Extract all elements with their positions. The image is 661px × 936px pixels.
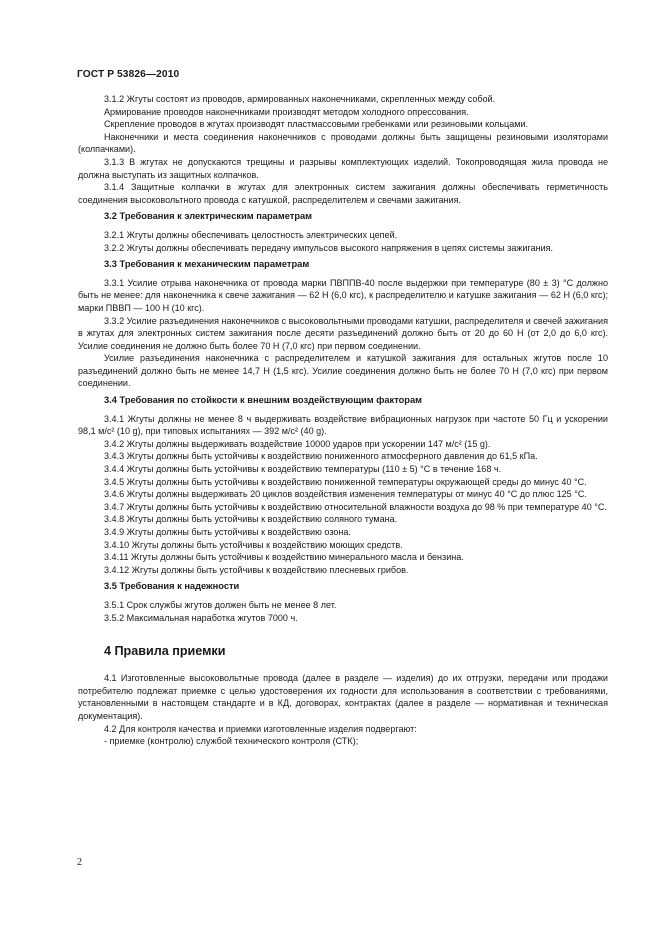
chapter-heading: 4 Правила приемки bbox=[104, 644, 226, 659]
document-header: ГОСТ Р 53826—2010 bbox=[77, 69, 180, 80]
paragraph: 3.5.1 Срок службы жгутов должен быть не менее 8 лет. bbox=[104, 599, 337, 610]
paragraph: 3.4.3 Жгуты должны быть устойчивы к воздействию пониженного атмосферного давления до 61,5 кПа. bbox=[104, 451, 538, 462]
section-heading: 3.2 Требования к электрическим параметрам bbox=[104, 211, 313, 222]
paragraph: 3.4.4 Жгуты должны быть устойчивы к воздействию температуры (110 ± 5) °С в течение 168 ч. bbox=[104, 464, 502, 475]
paragraph: 3.1.3 В жгутах не допускаются трещины и разрывы комплектующих изделий. Токопроводящая жила провода не должна выступать из защитных колпачков. bbox=[78, 156, 608, 180]
paragraph: Наконечники и места соединения наконечников с проводами должны быть защищены резиновыми изоляторами (колпачками). bbox=[78, 131, 608, 155]
paragraph: 3.5.2 Максимальная наработка жгутов 7000 ч. bbox=[104, 612, 298, 623]
section-heading: 3.4 Требования по стойкости к внешним воздействующим факторам bbox=[104, 395, 423, 406]
section-heading: 3.3 Требования к механическим параметрам bbox=[104, 259, 310, 270]
paragraph: 3.1.4 Защитные колпачки в жгутах для электронных систем зажигания должны обеспечивать герметичность соединения высоковольтного провода с катушкой, распределителем и свечами зажигания. bbox=[78, 182, 608, 205]
paragraph: 3.4.6 Жгуты должны выдерживать 20 циклов воздействия изменения температуры от минус 40 °С до плюс 125 °С. bbox=[104, 489, 587, 500]
paragraph: 3.4.10 Жгуты должны быть устойчивы к воздействию моющих средств. bbox=[104, 539, 403, 550]
paragraph: 3.4.11 Жгуты должны быть устойчивы к воздействию минерального масла и бензина. bbox=[104, 552, 464, 563]
paragraph: 4.2 Для контроля качества и приемки изготовленные изделия подвергают: bbox=[104, 723, 417, 734]
paragraph: 3.4.2 Жгуты должны выдерживать воздействие 10000 ударов при ускорении 147 м/с² (15 g). bbox=[104, 438, 491, 449]
paragraph: Армирование проводов наконечниками производят методом холодного опрессования. bbox=[104, 106, 469, 117]
document-body bbox=[78, 93, 608, 748]
paragraph: 3.4.12 Жгуты должны быть устойчивы к воздействию плесневых грибов. bbox=[104, 564, 409, 575]
paragraph: 3.3.2 Усилие разъединения наконечников с высоковольтными проводами катушки, распределителя и свечей зажигания в жгутах для электронных систем зажигания после десяти разъединений должно быть от 20 до 60 Н (от 2,0 до 6,0 кгс). Усилие соединения не должно быть более 70 Н (7,0 кгс) при первом соединении. bbox=[78, 315, 608, 351]
paragraph: 3.4.9 Жгуты должны быть устойчивы к воздействию озона. bbox=[104, 527, 351, 537]
page-number: 2 bbox=[77, 857, 82, 868]
paragraph: 3.4.8 Жгуты должны быть устойчивы к воздействию соляного тумана. bbox=[104, 514, 398, 525]
paragraph: Усилие разъединения наконечника с распределителем и катушкой зажигания для остальных жгутов после 10 разъединений должно быть не менее 14,7 Н (1,5 кгс). Усилие соединения должно быть не более 70 Н (7,0 кгс) при первом соединении. bbox=[78, 353, 608, 389]
paragraph: - приемке (контролю) службой технического контроля (СТК); bbox=[104, 736, 359, 747]
section-heading: 3.5 Требования к надежности bbox=[104, 581, 240, 592]
paragraph: 3.4.7 Жгуты должны быть устойчивы к воздействию относительной влажности воздуха до 98 % при температуре 40 °С. bbox=[104, 501, 607, 512]
paragraph: Скрепление проводов в жгутах производят пластмассовыми гребенками или резиновыми кольцами. bbox=[104, 119, 529, 130]
paragraph: 3.3.1 Усилие отрыва наконечника от провода марки ПВППВ-40 после выдержки при температуре (80 ± 3) °С должно быть не менее: для наконечника к свече зажигания — 62 Н (6,0 кгс), к распределителю и катушке зажигания — 62 Н (6,0 кгс); марки ПВВП — 100 Н (10 кгс). bbox=[78, 277, 608, 313]
paragraph: 4.1 Изготовленные высоковольтные провода (далее в разделе — изделия) до их отгрузки, передачи или продажи потребителю подлежат приемке с целью удостоверения их годности для использования в соответствии с требованиями, установленными в настоящем стандарте и в КД, договорах, контрактах (далее в разделе — нормативная и техническая документация). bbox=[78, 673, 608, 721]
paragraph: 3.4.1 Жгуты должны не менее 8 ч выдерживать воздействие вибрационных нагрузок при частоте 50 Гц и ускорении 98,1 м/с² (10 g), при типовых испытаниях — 392 м/с² (40 g). bbox=[78, 413, 608, 437]
paragraph: 3.1.2 Жгуты состоят из проводов, армированных наконечниками, скрепленных между собой. bbox=[104, 94, 496, 104]
paragraph: 3.4.5 Жгуты должны быть устойчивы к воздействию пониженной температуры окружающей среды до минус 40 °С. bbox=[104, 476, 587, 487]
paragraph: 3.2.2 Жгуты должны обеспечивать передачу импульсов высокого напряжения в цепях системы зажигания. bbox=[104, 242, 554, 253]
paragraph: 3.2.1 Жгуты должны обеспечивать целостность электрических цепей. bbox=[104, 229, 398, 240]
